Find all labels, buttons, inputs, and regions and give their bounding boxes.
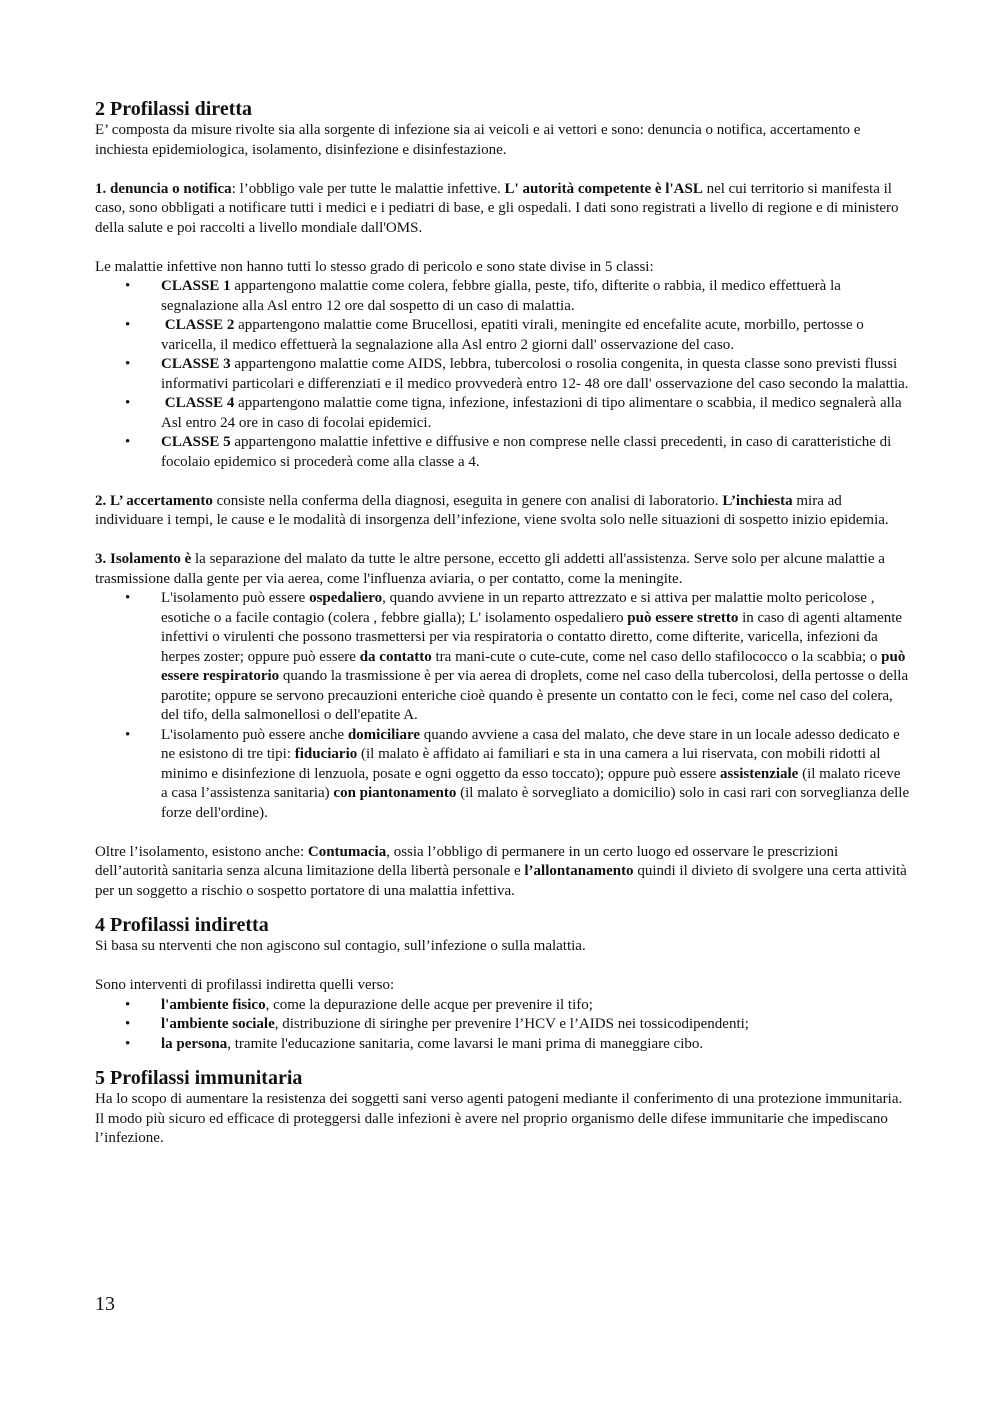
- section-4-intro: Si basa su nterventi che non agiscono sul contagio, sull’infezione o sulla malattia.: [95, 938, 586, 954]
- list-item: • CLASSE 3 appartengono malattie come AIDS, lebbra, tubercolosi o rosolia congenita, in questa classe sono previsti flussi informativi particolari e differenziati e il medico provvederà entro 12- 48 ore dall' osservazione del caso secondo la malattia.: [125, 356, 909, 392]
- document-page: [95, 97, 910, 1149]
- isolamento-list: [95, 589, 910, 823]
- section-4-heading: 4 Profilassi indiretta: [95, 914, 269, 936]
- isolamento-paragraph: 3. Isolamento è la separazione del malato da tutte le altre persone, eccetto gli addetti all'assistenza. Serve solo per alcune malattie a trasmissione dalla gente per via aerea, come l'influenza aviaria, o per contatto, come la meningite.: [95, 551, 885, 587]
- section-5-text: Ha lo scopo di aumentare la resistenza dei soggetti sani verso agenti patogeni mediante il conferimento di una protezione immunitaria. Il modo più sicuro ed efficace di proteggersi dalle infezioni è avere nel proprio organismo delle difese immunitarie che impediscano l’infezione.: [95, 1091, 903, 1146]
- list-item: • l'ambiente sociale, distribuzione di siringhe per prevenire l’HCV e l’AIDS nei tossicodipendenti;: [125, 1016, 749, 1032]
- list-item: • L'isolamento può essere anche domiciliare quando avviene a casa del malato, che deve stare in un locale adesso dedicato e ne esistono di tre tipi: fiduciario (il malato è affidato ai familiari e sta in una camera a lui riservata, con mobili ridotti al minimo e disinfezione di lenzuola, posate e ogni oggetto da esso toccato); oppure può essere assistenziale (il malato riceve a casa l’assistenza sanitaria) con piantonamento (il malato è sorvegliato a domicilio) solo in casi rari con sorveglianza delle forze dell'ordine).: [125, 726, 910, 821]
- section-5-heading: 5 Profilassi immunitaria: [95, 1067, 303, 1089]
- list-item: • la persona, tramite l'educazione sanitaria, come lavarsi le mani prima di maneggiare cibo.: [125, 1035, 704, 1052]
- indiretta-list: [95, 996, 910, 1055]
- list-item: • L'isolamento può essere ospedaliero, quando avviene in un reparto attrezzato e si attiva per malattie molto pericolose , esotiche o a facile contagio (colera , febbre gialla); L' isolamento ospedaliero può essere stretto in caso di agenti altamente infettivi o virulenti che possono trasmettersi per via respiratoria o contatto diretto, come difterite, varicella, infezioni da herpes zoster; oppure può essere da contatto tra mani-cute o cute-cute, come nel caso dello stafilococco o la scabbia; o può essere respiratorio quando la trasmissione è per via aerea di droplets, come nel caso della tubercolosi, della pertosse o della parotite; oppure se servono precauzioni enteriche cioè quando è presente un contatto con le feci, come nel caso del colera, del tifo, della salmonellosi o dell'epatite A.: [125, 590, 909, 723]
- list-item: • CLASSE 2 appartengono malattie come Brucellosi, epatiti virali, meningite ed encefalite acute, morbillo, pertosse o varicella, il medico effettuerà la segnalazione alla Asl entro 2 giorni dall' osservazione del caso.: [125, 317, 864, 353]
- section-2-heading: 2 Profilassi diretta: [95, 98, 253, 120]
- denuncia-paragraph: 1. denuncia o notifica: l’obbligo vale per tutte le malattie infettive. L' autorità competente è l'ASL nel cui territorio si manifesta il caso, sono obbligati a notificare tutti i medici e i pediatri di base, e gli ospedali. I dati sono registrati a livello di regione e di ministero della salute e poi raccolti a livello mondiale dall'OMS.: [95, 180, 899, 236]
- list-item: • CLASSE 1 appartengono malattie come colera, febbre gialla, peste, tifo, difterite o rabbia, il medico effettuerà la segnalazione alla Asl entro 12 ore dal sospetto di un caso di malattia.: [125, 278, 841, 314]
- denuncia-lead: 1. denuncia o notifica: [95, 180, 232, 197]
- list-item: • l'ambiente fisico, come la depurazione delle acque per prevenire il tifo;: [125, 996, 593, 1013]
- classes-intro: Le malattie infettive non hanno tutti lo stesso grado di pericolo e sono state divise in 5 classi:: [95, 258, 654, 275]
- accertamento-paragraph: 2. L’ accertamento consiste nella conferma della diagnosi, eseguita in genere con analisi di laboratorio. L’inchiesta mira ad individuare i tempi, le cause e le modalità di insorgenza dell’infezione, viene svolta solo nelle situazioni di sospetto inizio epidemia.: [95, 492, 889, 528]
- list-item: • CLASSE 4 appartengono malattie come tigna, infezione, infestazioni di tipo alimentare o scabbia, il medico segnalerà alla Asl entro 24 ore in caso di focolai epidemici.: [125, 395, 902, 431]
- oltre-paragraph: Oltre l’isolamento, esistono anche: Contumacia, ossia l’obbligo di permanere in un certo luogo ed osservare le prescrizioni dell’autorità sanitaria senza alcuna limitazione della libertà personale e l’allontanamento quindi il divieto di svolgere una certa attività per un soggetto a rischio o sospetto portatore di una malattia infettiva.: [95, 843, 907, 899]
- classes-list: [95, 277, 910, 472]
- list-item: • CLASSE 5 appartengono malattie infettive e diffusive e non comprese nelle classi precedenti, in caso di caratteristiche di focolaio epidemico si procederà come alla classe a 4.: [125, 434, 892, 470]
- section-2-intro: E’ composta da misure rivolte sia alla sorgente di infezione sia ai veicoli e ai vettori e sono: denuncia o notifica, accertamento e inchiesta epidemiologica, isolamento, disinfezione e disinfestazione.: [95, 122, 861, 158]
- section-4-list-intro: Sono interventi di profilassi indiretta quelli verso:: [95, 977, 395, 993]
- page-number: 13: [95, 1293, 115, 1315]
